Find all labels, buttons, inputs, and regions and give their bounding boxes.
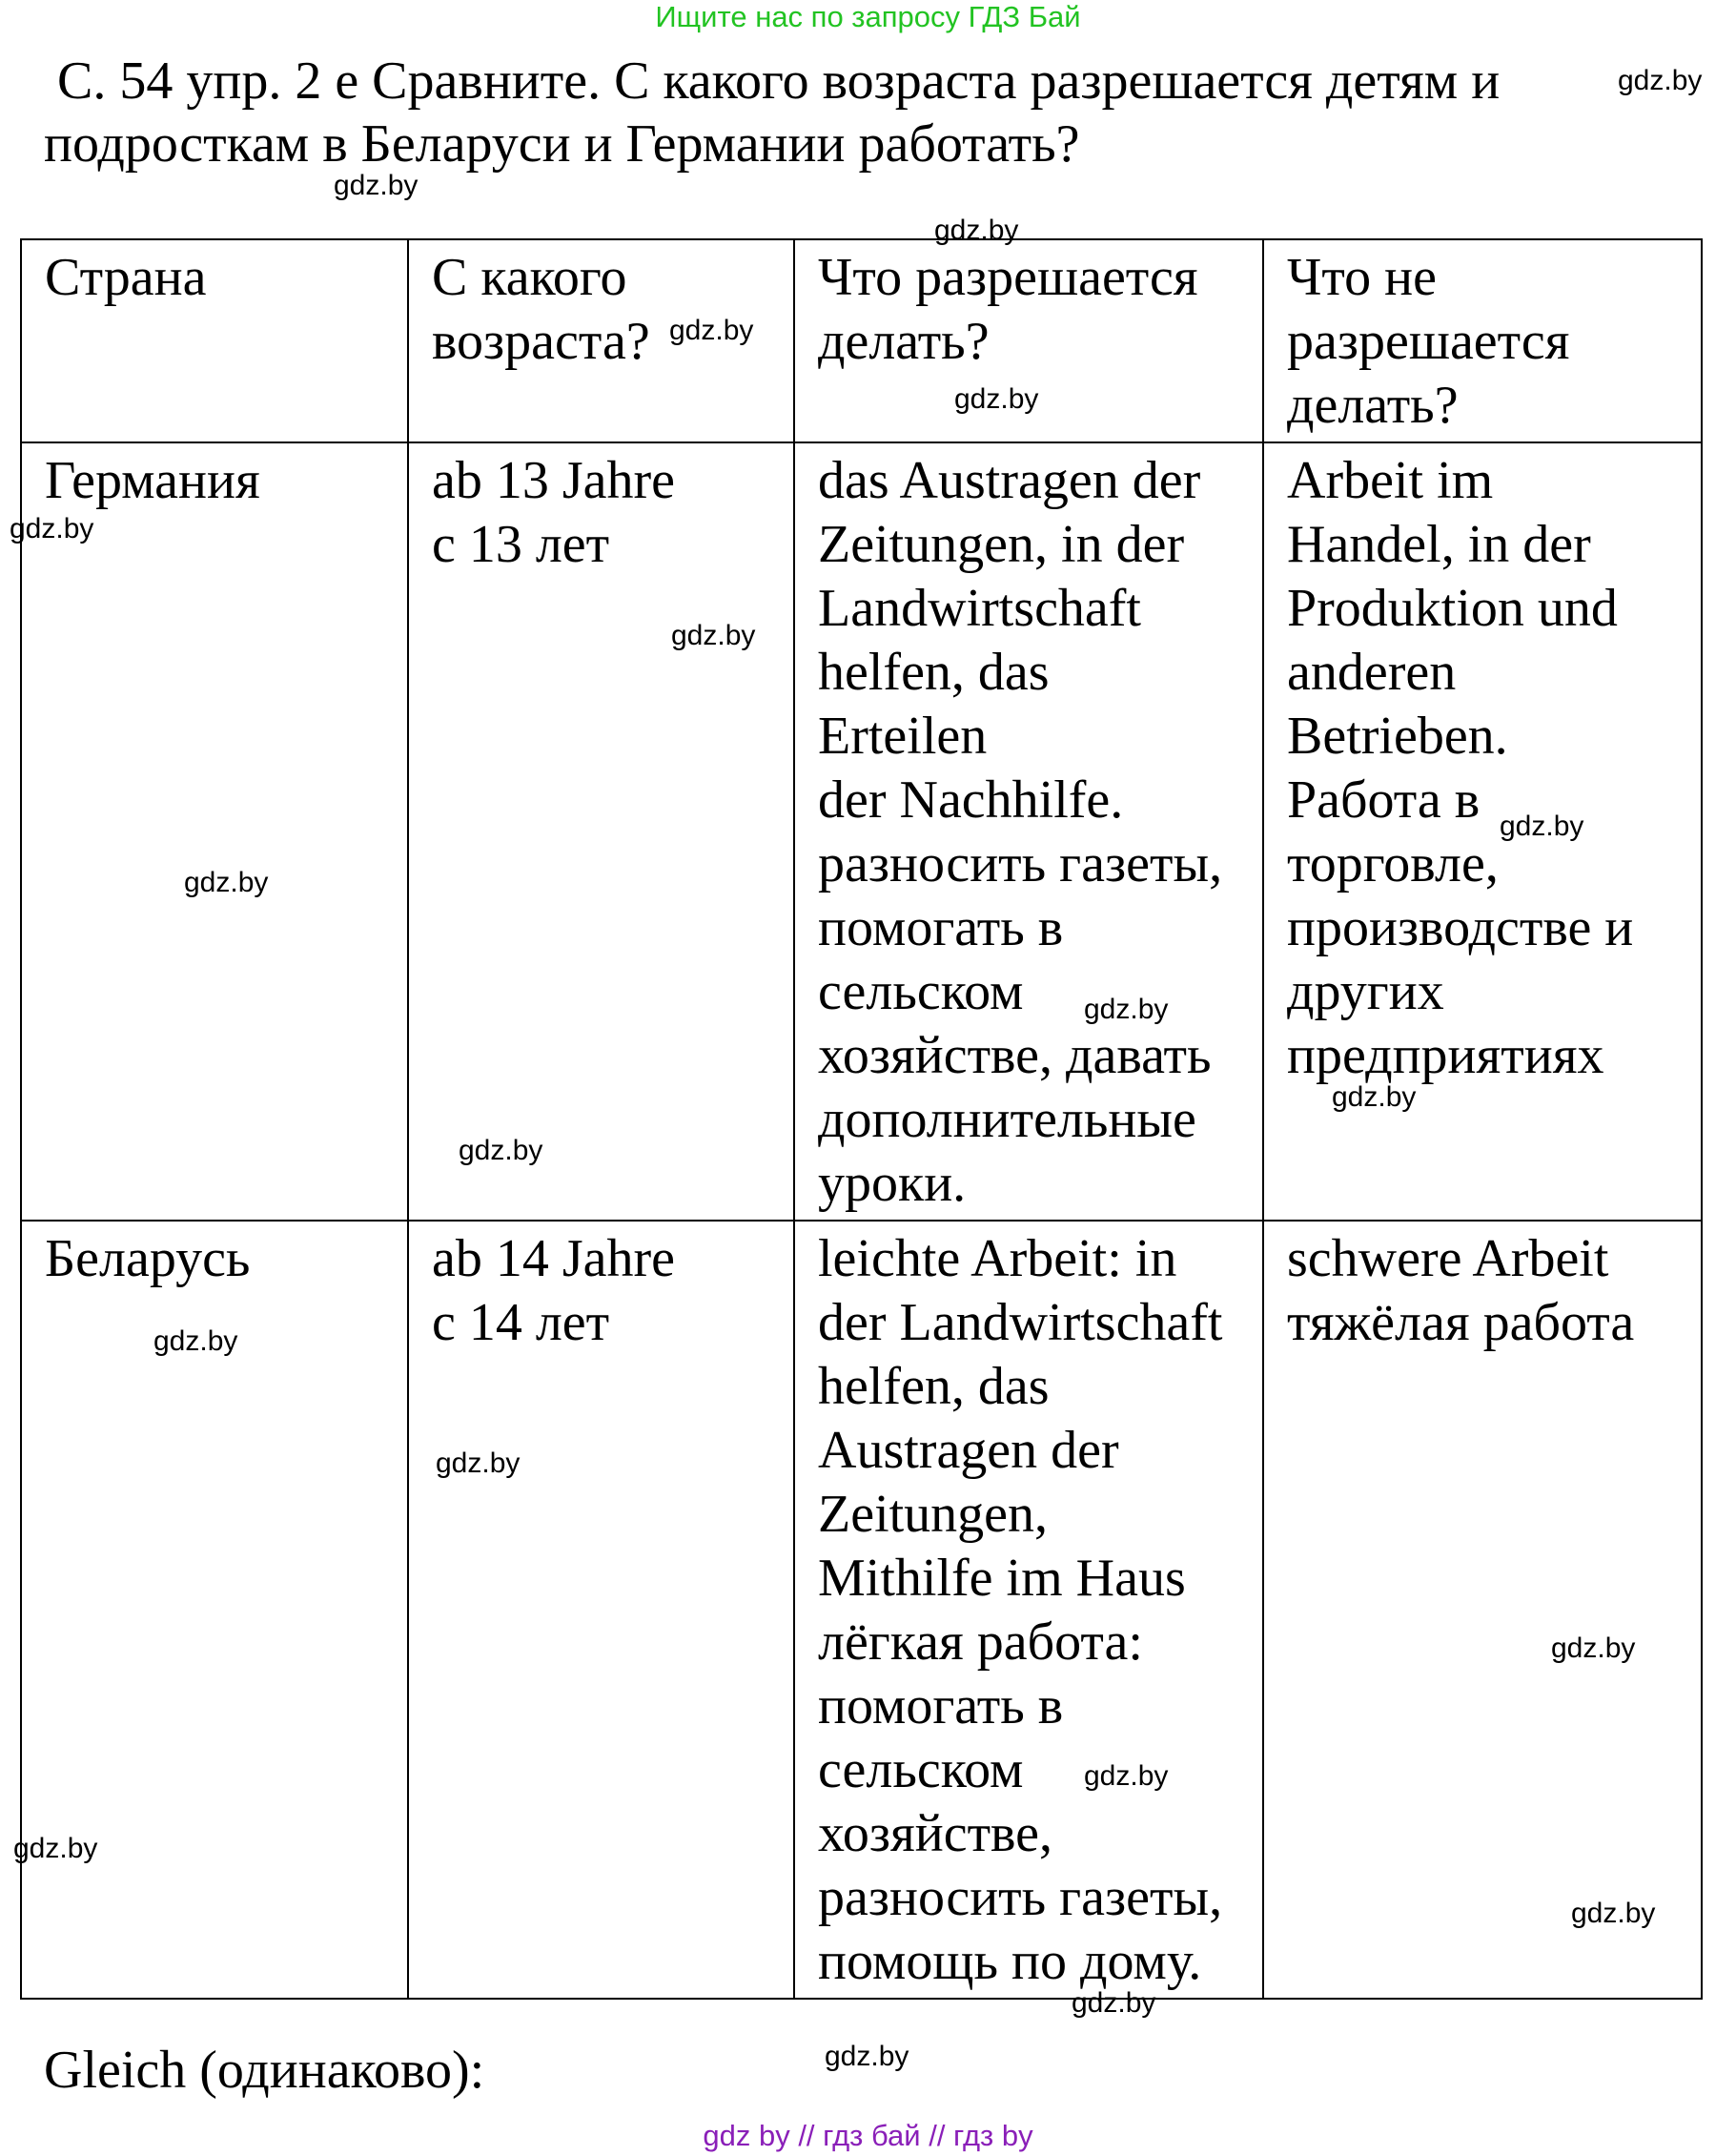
- cell-age: [408, 442, 794, 1221]
- cell-line: ab 14 Jahre: [432, 1229, 676, 1288]
- cell-line: Zeitungen,: [818, 1485, 1049, 1544]
- cell-line: хозяйстве, давать: [818, 1026, 1212, 1085]
- cell-line: der Landwirtschaft: [818, 1293, 1223, 1352]
- cell-line: лёгкая работа:: [818, 1612, 1143, 1672]
- header-line: делать?: [1287, 376, 1459, 435]
- cell-allowed: [794, 442, 1263, 1221]
- watermark: gdz.by: [1618, 65, 1703, 96]
- heading-line-1: С. 54 упр. 2 е Сравните. С какого возраста разрешается детям и: [57, 51, 1501, 111]
- cell-line: производстве и: [1287, 898, 1634, 957]
- cell-line: Handel, in der: [1287, 515, 1591, 574]
- watermark: gdz.by: [825, 2041, 909, 2072]
- cell-line: helfen, das: [818, 1357, 1050, 1416]
- watermark: gdz.by: [1084, 1760, 1169, 1792]
- cell-line: Mithilfe im Haus: [818, 1549, 1186, 1608]
- cell-line: helfen, das: [818, 643, 1050, 702]
- heading-line-2: подросткам в Беларуси и Германии работать?: [44, 114, 1080, 174]
- exercise-heading: [44, 50, 1569, 175]
- cell-line: разносить газеты,: [818, 834, 1223, 893]
- cell-line: anderen: [1287, 643, 1457, 702]
- cell-line: других: [1287, 962, 1444, 1021]
- cell-line: Беларусь: [45, 1229, 251, 1288]
- cell-line: Betrieben.: [1287, 707, 1508, 766]
- watermark: gdz.by: [669, 315, 754, 346]
- footer-links: gdz by // гдз бай // гдз by: [703, 2119, 1033, 2152]
- watermark: gdz.by: [184, 867, 269, 898]
- cell-age: [408, 1221, 794, 1999]
- watermark: gdz.by: [1332, 1081, 1417, 1113]
- top-banner: Ищите нас по запросу ГДЗ Бай: [655, 0, 1081, 33]
- gleich-label: Gleich (одинаково):: [44, 2041, 485, 2100]
- cell-line: торговле,: [1287, 834, 1499, 893]
- watermark: gdz.by: [934, 215, 1019, 246]
- comparison-table: [20, 238, 1703, 2000]
- cell-line: Германия: [45, 451, 260, 510]
- header-country: [21, 239, 408, 442]
- cell-line: Работа в: [1287, 770, 1481, 830]
- cell-line: разносить газеты,: [818, 1868, 1223, 1927]
- watermark: gdz.by: [671, 620, 756, 651]
- cell-line: предприятиях: [1287, 1026, 1604, 1085]
- cell-line: с 13 лет: [432, 515, 610, 574]
- watermark: gdz.by: [1084, 994, 1169, 1025]
- cell-line: уроки.: [818, 1154, 967, 1213]
- watermark: gdz.by: [1551, 1632, 1636, 1664]
- cell-line: тяжёлая работа: [1287, 1293, 1635, 1352]
- cell-line: der Nachhilfe.: [818, 770, 1124, 830]
- cell-line: сельском: [818, 1740, 1024, 1799]
- cell-not-allowed: [1263, 442, 1702, 1221]
- cell-line: помощь по дому.: [818, 1932, 1202, 1991]
- header-line: делать?: [818, 312, 990, 371]
- watermark: gdz.by: [334, 170, 419, 201]
- cell-line: ab 13 Jahre: [432, 451, 676, 510]
- cell-line: хозяйстве,: [818, 1804, 1053, 1863]
- watermark: gdz.by: [1072, 1987, 1156, 2019]
- watermark: gdz.by: [436, 1448, 521, 1479]
- header-line: Что разрешается: [818, 248, 1198, 307]
- header-line: разрешается: [1287, 312, 1570, 371]
- cell-not-allowed: [1263, 1221, 1702, 1999]
- cell-line: помогать в: [818, 898, 1064, 957]
- cell-line: с 14 лет: [432, 1293, 610, 1352]
- cell-line: schwere Arbeit: [1287, 1229, 1609, 1288]
- cell-country: [21, 442, 408, 1221]
- header-line: Страна: [45, 248, 207, 307]
- cell-line: Arbeit im: [1287, 451, 1494, 510]
- cell-line: Zeitungen, in der: [818, 515, 1185, 574]
- header-not-allowed: [1263, 239, 1702, 442]
- watermark: gdz.by: [1571, 1898, 1656, 1929]
- cell-line: Erteilen: [818, 707, 988, 766]
- cell-line: Austragen der: [818, 1421, 1119, 1480]
- watermark: gdz.by: [153, 1325, 238, 1357]
- header-line: Что не: [1287, 248, 1437, 307]
- cell-allowed: [794, 1221, 1263, 1999]
- cell-line: das Austragen der: [818, 451, 1201, 510]
- header-line: возраста?: [432, 312, 650, 371]
- table-header-row: [21, 239, 1702, 442]
- cell-line: сельском: [818, 962, 1024, 1021]
- watermark: gdz.by: [10, 513, 94, 544]
- table-row-belarus: [21, 1221, 1702, 1999]
- watermark: gdz.by: [954, 383, 1039, 415]
- table-row-germany: [21, 442, 1702, 1221]
- watermark: gdz.by: [459, 1135, 543, 1166]
- watermark: gdz.by: [13, 1833, 98, 1864]
- cell-line: помогать в: [818, 1676, 1064, 1735]
- header-line: С какого: [432, 248, 627, 307]
- cell-line: дополнительные: [818, 1090, 1196, 1149]
- cell-line: Produktion und: [1287, 579, 1618, 638]
- watermark: gdz.by: [1500, 811, 1584, 842]
- cell-line: Landwirtschaft: [818, 579, 1141, 638]
- cell-line: leichte Arbeit: in: [818, 1229, 1177, 1288]
